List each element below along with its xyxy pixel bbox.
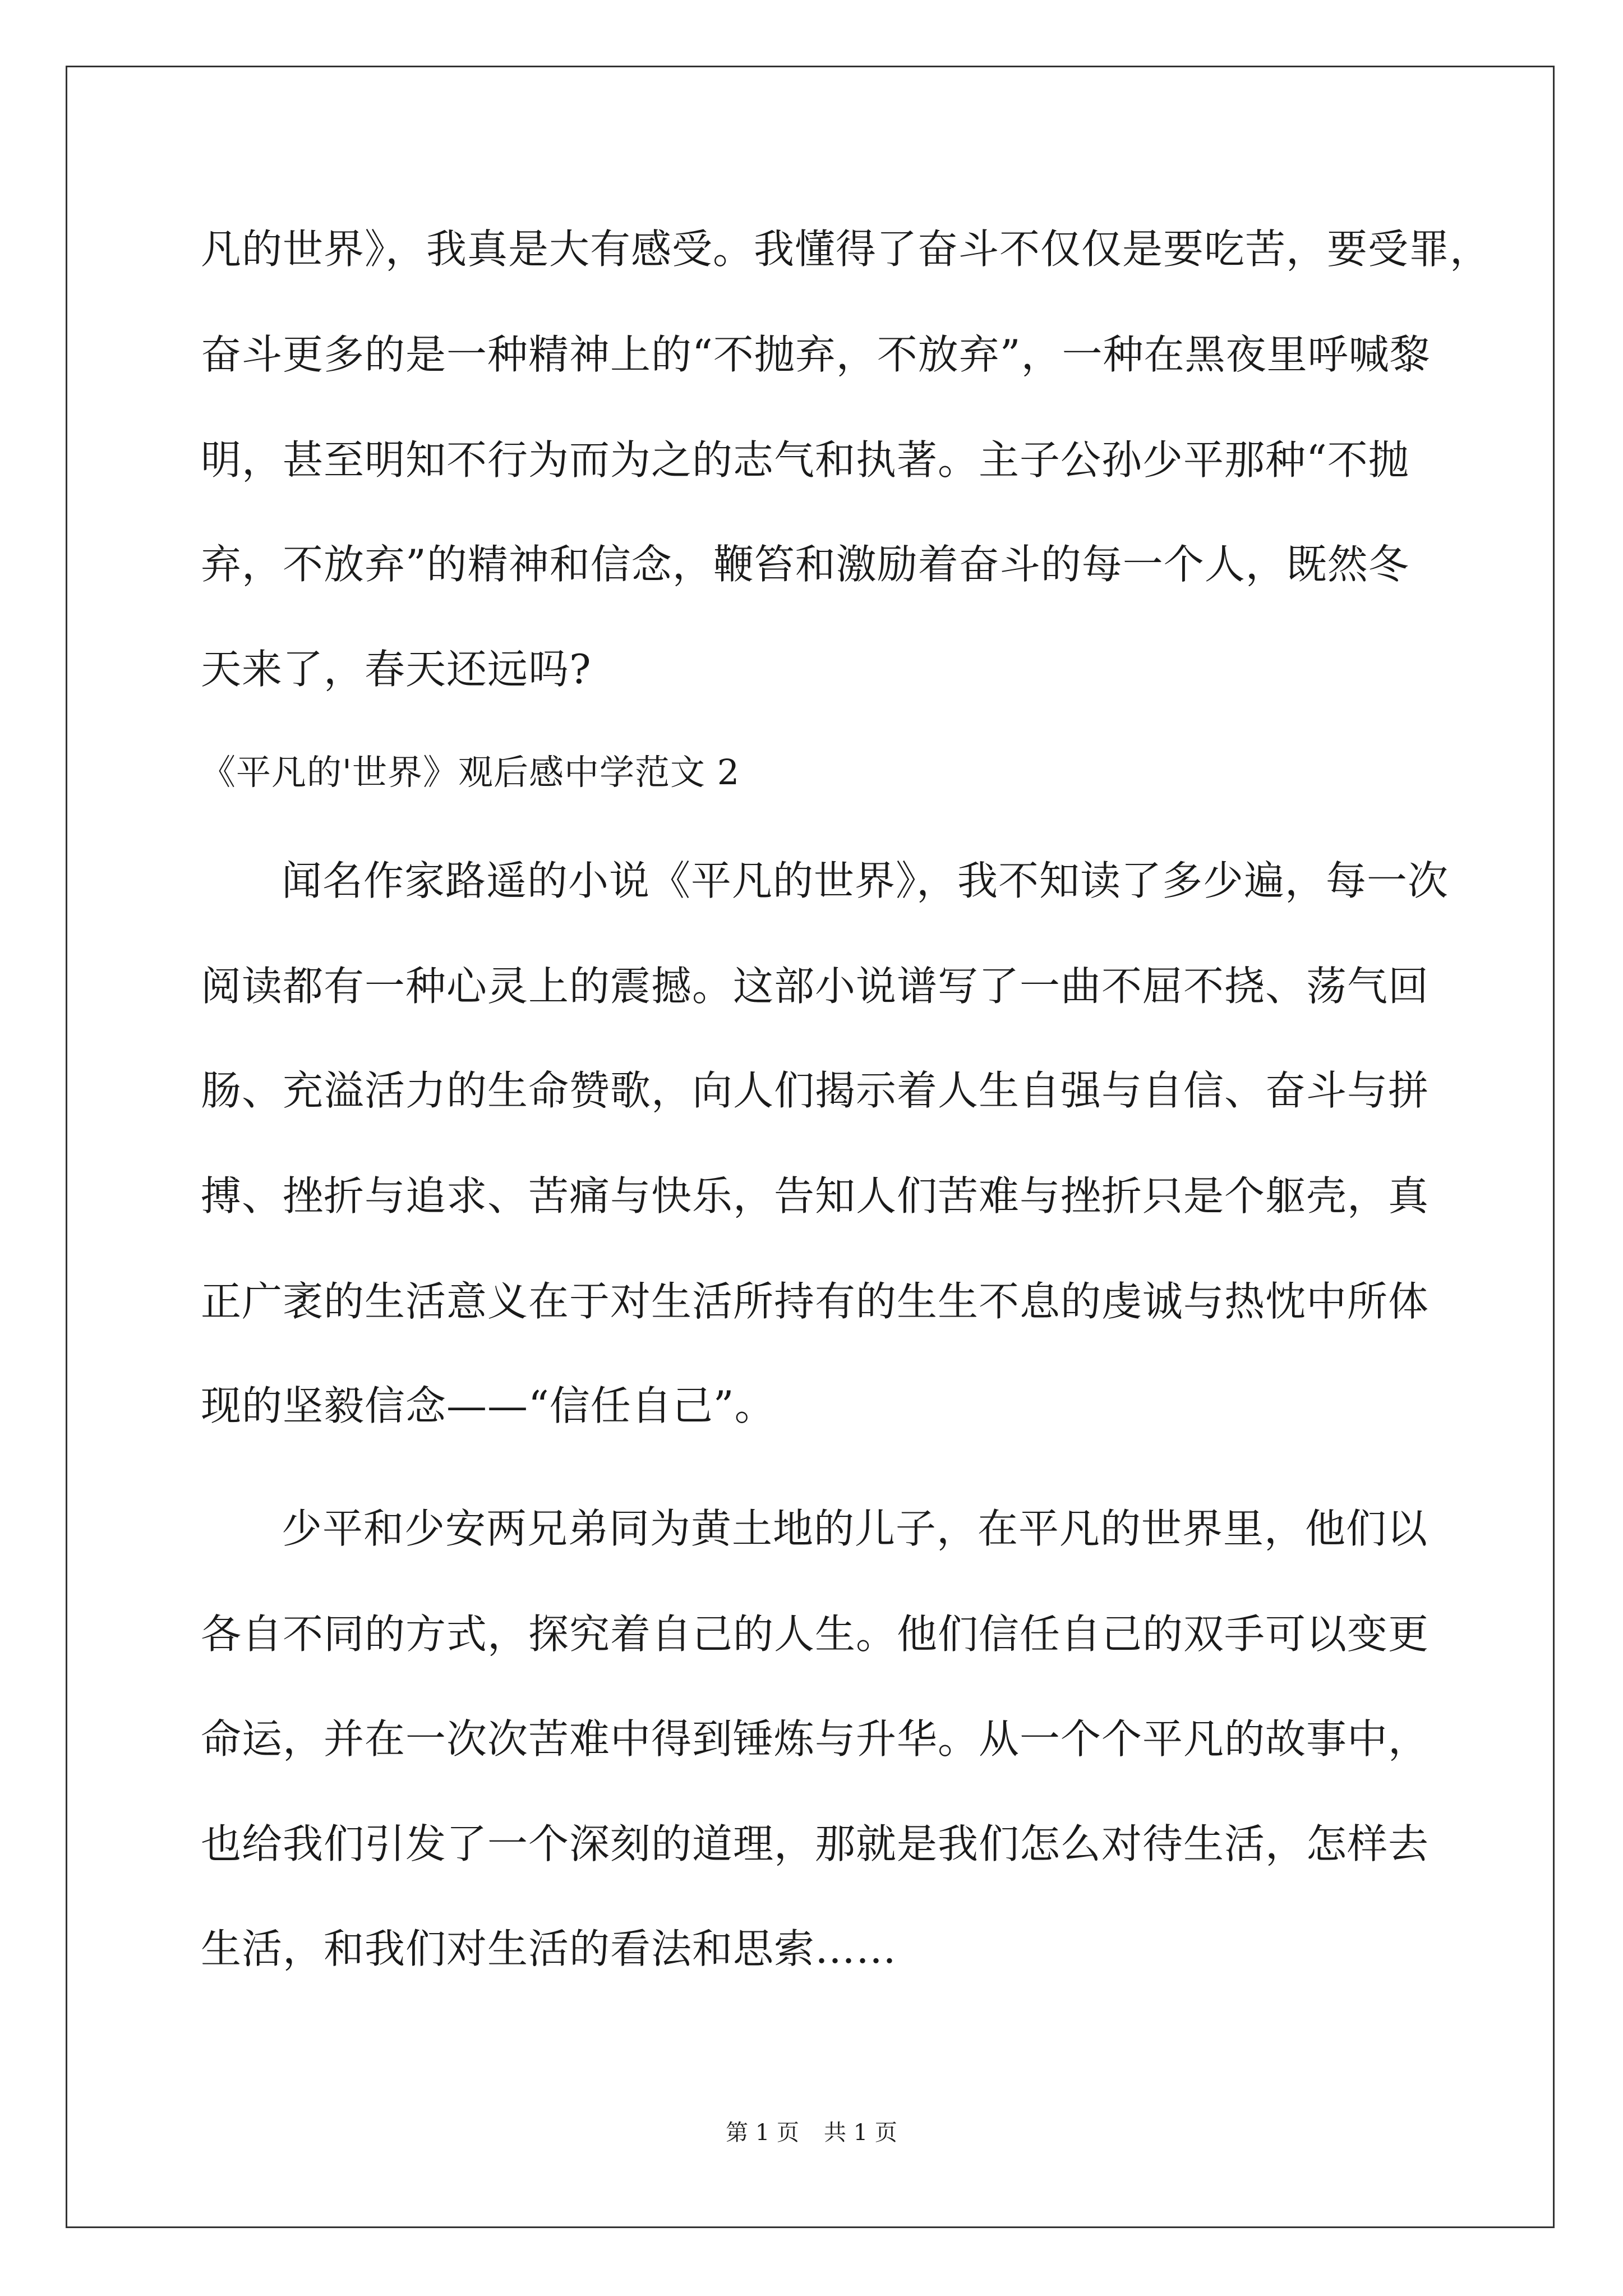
page-number: 第 1 页 [726,2120,799,2146]
section-title: 《平凡的'世界》观后感中学范文 2 [201,752,740,793]
paragraph-1-line-2: 奋斗更多的是一种精神上的“不抛弃，不放弃”，一种在黑夜里呼喊黎 [201,331,1431,378]
paragraph-3-line-5: 生活，和我们对生活的看法和思索…… [201,1925,897,1972]
paragraph-2-line-3: 肠、充溢活力的生命赞歌，向人们揭示着人生自强与自信、奋斗与拼 [201,1067,1430,1114]
page-total: 共 1 页 [824,2120,897,2146]
paragraph-1-line-1: 凡的世界》，我真是大有感受。我懂得了奋斗不仅仅是要吃苦，要受罪， [201,226,1491,273]
paragraph-3-line-2: 各自不同的方式，探究着自己的人生。他们信任自己的双手可以变更 [201,1611,1430,1658]
paragraph-1-line-5: 天来了，春天还远吗? [201,646,592,693]
paragraph-3-line-1: 少平和少安两兄弟同为黄土地的儿子，在平凡的世界里，他们以 [282,1505,1428,1552]
paragraph-1-line-3: 明，甚至明知不行为而为之的志气和执著。主子公孙少平那种“不抛 [201,436,1409,484]
paragraph-2-line-1: 闻名作家路遥的小说《平凡的世界》，我不知读了多少遍，每一次 [282,857,1449,904]
paragraph-2-line-6: 现的坚毅信念——“信任自己”。 [201,1382,776,1429]
page-border [66,66,1555,2228]
paragraph-2-line-2: 阅读都有一种心灵上的震撼。这部小说谱写了一曲不屈不挠、荡气回 [201,963,1430,1010]
paragraph-1-line-4: 弃，不放弃”的精神和信念，鞭笞和激励着奋斗的每一个人，既然冬 [201,541,1409,588]
paragraph-3-line-4: 也给我们引发了一个深刻的道理，那就是我们怎么对待生活，怎样去 [201,1820,1430,1867]
page-footer [0,2122,1623,2144]
paragraph-2-line-5: 正广袤的生活意义在于对生活所持有的生生不息的虔诚与热忱中所体 [201,1278,1430,1325]
paragraph-2-line-4: 搏、挫折与追求、苦痛与快乐，告知人们苦难与挫折只是个躯壳，真 [201,1172,1430,1220]
paragraph-3-line-3: 命运，并在一次次苦难中得到锤炼与升华。从一个个平凡的故事中， [201,1715,1430,1763]
